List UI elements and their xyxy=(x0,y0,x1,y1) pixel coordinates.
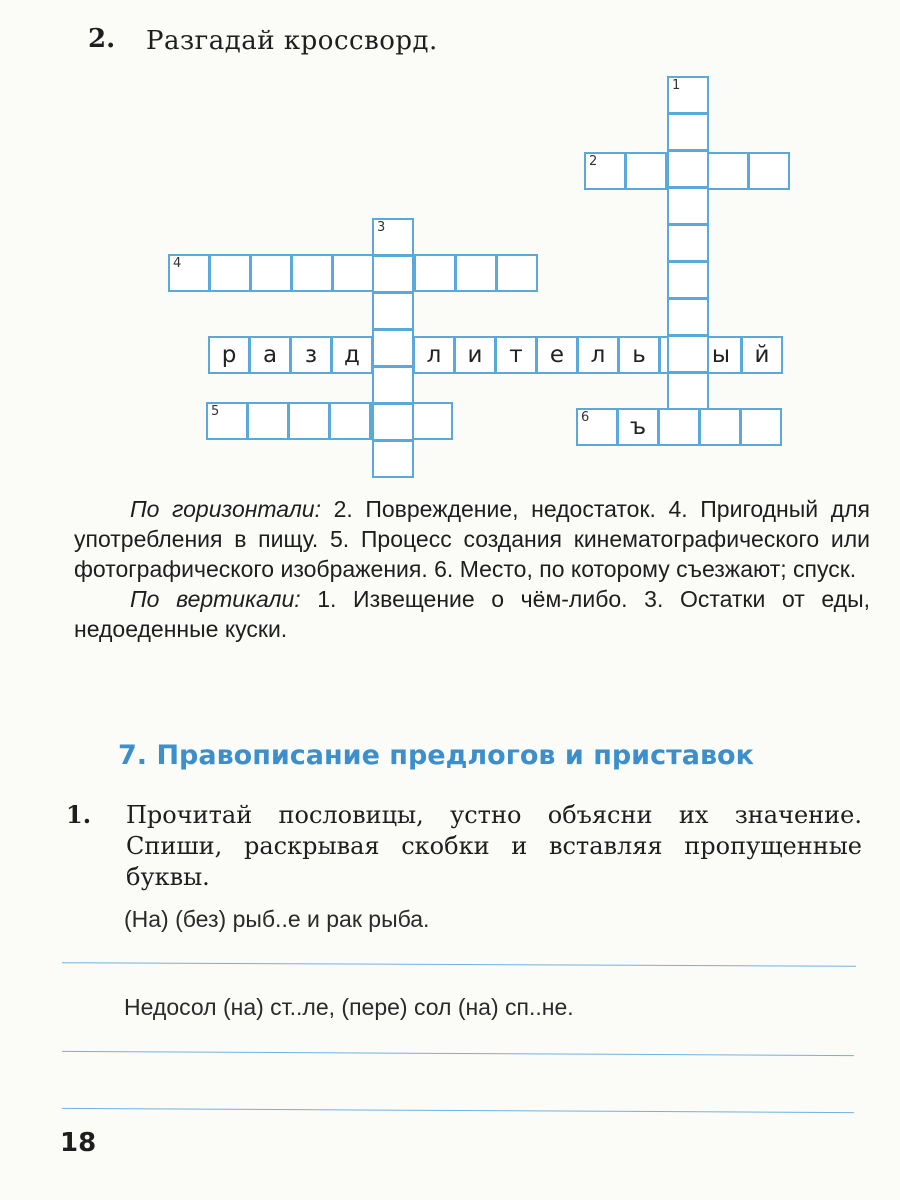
crossword-cell[interactable] xyxy=(667,150,709,188)
crossword-cell[interactable] xyxy=(372,292,414,330)
proverb-1: (На) (без) рыб..е и рак рыба. xyxy=(124,906,430,932)
section-title: 7. Правописание предлогов и приставок xyxy=(118,740,754,771)
crossword-letter: а xyxy=(262,342,278,368)
crossword-letter: з xyxy=(304,342,318,368)
crossword-cell[interactable] xyxy=(667,187,709,225)
crossword-cell[interactable] xyxy=(168,254,210,292)
crossword-cell[interactable] xyxy=(372,329,414,367)
task-title: Разгадай кроссворд. xyxy=(146,26,438,56)
crossword-cell[interactable] xyxy=(208,336,250,374)
crossword-letter: т xyxy=(509,342,523,368)
crossword-cell[interactable] xyxy=(372,403,414,441)
page-number: 18 xyxy=(60,1128,97,1158)
answer-line[interactable] xyxy=(62,1108,854,1113)
crossword-cell[interactable] xyxy=(625,152,667,190)
crossword-cell[interactable] xyxy=(741,336,783,374)
task-number: 2. xyxy=(88,24,116,54)
crossword-cell[interactable] xyxy=(288,402,330,440)
crossword-letter: ъ xyxy=(629,414,647,440)
crossword-cell[interactable] xyxy=(372,218,414,256)
crossword-cell[interactable] xyxy=(667,335,709,373)
crossword-cell[interactable] xyxy=(536,336,578,374)
crossword-cell[interactable] xyxy=(455,254,497,292)
crossword-letter: р xyxy=(221,342,237,368)
crossword-cell[interactable] xyxy=(584,152,626,190)
crossword-cell[interactable] xyxy=(290,336,332,374)
crossword-cell[interactable] xyxy=(748,152,790,190)
clue-number: 4 xyxy=(173,256,182,271)
crossword-cell[interactable] xyxy=(414,254,456,292)
crossword-cell[interactable] xyxy=(667,372,709,410)
crossword-letter: л xyxy=(426,342,442,368)
horizontal-label: По горизонтали: xyxy=(130,496,321,522)
crossword-letter: д xyxy=(344,342,360,368)
vertical-clue-text: 1. Извещение о чём-либо. 3. Остатки от еды, недоеденные куски. xyxy=(74,586,870,642)
answer-line[interactable] xyxy=(62,1051,854,1056)
crossword-cell[interactable] xyxy=(699,408,741,446)
crossword-cell[interactable] xyxy=(249,336,291,374)
crossword-letter: ь xyxy=(632,342,646,368)
crossword-cell[interactable] xyxy=(496,254,538,292)
crossword-clues xyxy=(74,494,870,644)
crossword-cell[interactable] xyxy=(206,402,248,440)
crossword-cell[interactable] xyxy=(372,255,414,293)
crossword-cell[interactable] xyxy=(372,366,414,404)
clue-number: 3 xyxy=(377,220,386,235)
crossword-cell[interactable] xyxy=(658,408,700,446)
crossword-cell[interactable] xyxy=(329,402,371,440)
exercise-number: 1. xyxy=(66,800,92,829)
crossword-cell[interactable] xyxy=(454,336,496,374)
crossword-letter: ы xyxy=(711,342,731,368)
crossword-grid xyxy=(0,0,900,500)
crossword-cell[interactable] xyxy=(667,224,709,262)
crossword-cell[interactable] xyxy=(411,402,453,440)
crossword-letter: й xyxy=(754,342,770,368)
crossword-cell[interactable] xyxy=(667,261,709,299)
vertical-label: По вертикали: xyxy=(130,586,301,612)
crossword-cell[interactable] xyxy=(209,254,251,292)
crossword-cell[interactable] xyxy=(331,336,373,374)
vertical-clues xyxy=(74,584,870,644)
crossword-cell[interactable] xyxy=(250,254,292,292)
exercise-instructions: Прочитай пословицы, устно объясни их значение. Спиши, раскрывая скобки и вставляя пропущенные буквы. xyxy=(126,801,862,891)
crossword-cell[interactable] xyxy=(667,298,709,336)
crossword-cell[interactable] xyxy=(372,440,414,478)
crossword-cell[interactable] xyxy=(667,113,709,151)
crossword-cell[interactable] xyxy=(577,336,619,374)
crossword-letter: е xyxy=(549,342,565,368)
crossword-cell[interactable] xyxy=(740,408,782,446)
crossword-cell[interactable] xyxy=(667,76,709,114)
crossword-letter: л xyxy=(590,342,606,368)
proverb-2: Недосол (на) ст..ле, (пере) сол (на) сп..не. xyxy=(124,994,574,1020)
crossword-letter: и xyxy=(467,342,483,368)
clue-number: 5 xyxy=(211,404,220,419)
crossword-cell[interactable] xyxy=(495,336,537,374)
horizontal-clues xyxy=(74,494,870,584)
crossword-cell[interactable] xyxy=(707,152,749,190)
crossword-cell[interactable] xyxy=(332,254,374,292)
clue-number: 1 xyxy=(672,78,681,93)
crossword-cell[interactable] xyxy=(413,336,455,374)
crossword-cell[interactable] xyxy=(576,408,618,446)
clue-number: 2 xyxy=(589,154,598,169)
crossword-cell[interactable] xyxy=(291,254,333,292)
crossword-cell[interactable] xyxy=(617,408,659,446)
horizontal-clue-text: 2. Повреждение, недостаток. 4. Пригодный для употребления в пищу. 5. Процесс создания кинематографического или фотографического изображения. 6. Место, по которому съезжают; спуск. xyxy=(74,496,870,582)
crossword-cell[interactable] xyxy=(618,336,660,374)
answer-line[interactable] xyxy=(62,962,856,966)
clue-number: 6 xyxy=(581,410,590,425)
crossword-cell[interactable] xyxy=(247,402,289,440)
